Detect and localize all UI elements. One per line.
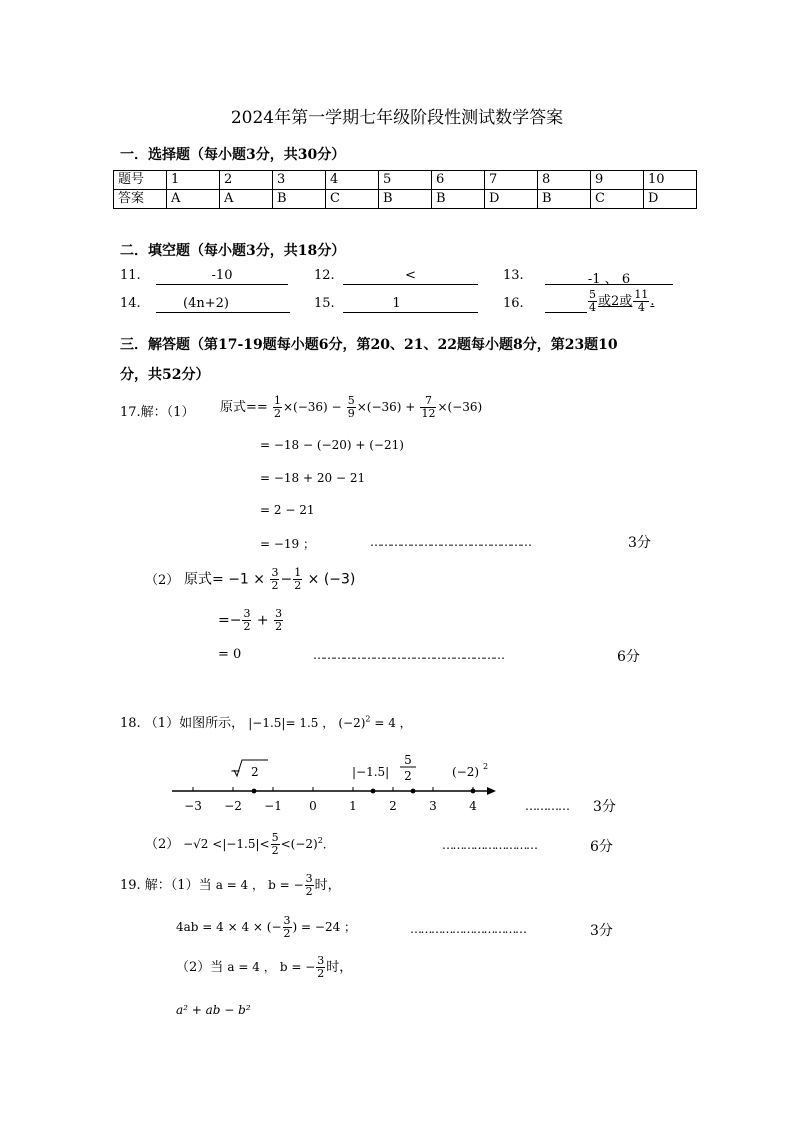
table-cell: 9 — [591, 171, 644, 190]
q12-underline — [343, 284, 478, 285]
table-cell: B — [538, 190, 591, 209]
fraction: $\frac{3}{2}$ — [305, 872, 313, 898]
q16-underline-lead — [545, 312, 587, 313]
q16-number: 16. — [503, 296, 524, 311]
q18-dots-1: ………… — [525, 799, 569, 813]
q17-p2-line3: = 0 — [218, 647, 242, 662]
section-3-heading-line2: 分，共52分） — [120, 367, 210, 383]
table-cell-header: 答案 — [114, 190, 167, 209]
fraction: $\frac{3}{2}$ — [243, 607, 251, 633]
q19-p2-line1: （2）当 a = 4 ， b = − $\frac{3}{2}$ 时， — [176, 954, 353, 980]
q15-underline — [343, 312, 478, 313]
table-cell: 1 — [167, 171, 220, 190]
q19-score-1: 3分 — [590, 923, 613, 939]
table-cell-header: 题号 — [114, 171, 167, 190]
table-cell: 3 — [273, 171, 326, 190]
q19-line2: 4ab = 4 × 4 × (− $\frac{3}{2}$ ) = −24 ； — [176, 914, 357, 940]
q17-line2: = −18 − (−20) + (−21) — [260, 438, 404, 452]
q14-underline — [156, 312, 290, 313]
page-title: 2024年第一学期七年级阶段性测试数学答案 — [230, 108, 564, 128]
label-frac-denominator: 2 — [404, 769, 412, 783]
label-exponent: 2 — [483, 762, 489, 771]
answer-table — [113, 170, 697, 209]
table-row-numbers — [114, 171, 697, 190]
table-cell: 5 — [379, 171, 432, 190]
fraction: $\frac{5}{2}$ — [271, 831, 279, 857]
fraction: $\frac{5}{4}$ — [589, 288, 596, 314]
number-line-tick-label: 1 — [349, 799, 357, 813]
point-neg-sqrt2 — [252, 789, 257, 794]
q11-number: 11. — [120, 268, 141, 283]
table-cell: A — [220, 190, 273, 209]
arrow-icon — [487, 787, 496, 795]
number-line-tick-label: 2 — [389, 799, 397, 813]
fraction: $\frac{3}{2}$ — [271, 566, 279, 592]
q14-number: 14. — [120, 296, 141, 311]
q17-line4: = 2 − 21 — [260, 503, 315, 517]
q17-line5: = −19 ； — [260, 537, 316, 551]
q17-p2-line2: =− $\frac{3}{2}$ + $\frac{3}{2}$ — [218, 607, 283, 633]
table-cell: 6 — [432, 171, 485, 190]
fraction: $\frac{3}{2}$ — [283, 914, 291, 940]
q17-score-1: 3分 — [628, 535, 651, 551]
table-cell: B — [432, 190, 485, 209]
fraction: $\frac{1}{2}$ — [294, 566, 302, 592]
number-line-tick-label: −1 — [264, 799, 282, 813]
q13-underline — [545, 284, 673, 285]
q16-answer: $\frac{5}{4}$ 或2或 $\frac{11}{4}$ . — [589, 288, 655, 314]
q13-number: 13. — [503, 268, 524, 283]
fraction: $\frac{11}{4}$ — [634, 288, 649, 314]
label-sqrt2-radicand: 2 — [251, 765, 259, 779]
q19-line1: 19. 解：（1）当 a = 4 ， b = − $\frac{3}{2}$ 时， — [120, 872, 341, 898]
number-line-tick-label: −2 — [224, 799, 242, 813]
q18-score-1: 3分 — [593, 799, 616, 815]
q12-number: 12. — [314, 268, 335, 283]
q17-dots-2: ………………………………………………… — [313, 648, 503, 662]
number-line-tick-labels — [184, 799, 477, 813]
table-cell: 7 — [485, 171, 538, 190]
q17-dots-1: ………………………………………… — [370, 535, 530, 549]
fraction: $\frac{7}{12}$ — [421, 394, 436, 420]
section-1-heading: 一．选择题（每小题3分，共30分） — [120, 147, 346, 163]
q17-p2-label: （2） — [145, 573, 180, 588]
q17-line1: 原式== $\frac{1}{2}$ ×(−36) − $\frac{5}{9}$ ×(−36) + $\frac{7}{12}$ ×(−36) — [220, 394, 483, 420]
q19-p2-expression: a² + ab − b² — [176, 1003, 251, 1017]
q13-answer: -1 、 6 — [587, 272, 631, 287]
label-abs-neg-1-5: |−1.5| — [352, 765, 390, 779]
q19-dots-1: …………………………… — [410, 922, 526, 936]
label-neg-sqrt2-sign: − — [230, 764, 241, 779]
q18-score-2: 6分 — [590, 839, 613, 855]
table-cell: 4 — [326, 171, 379, 190]
q17-p2-line1: 原式= −1 × $\frac{3}{2}$ − $\frac{1}{2}$ × (−3) — [184, 566, 356, 592]
q12-answer: < — [405, 268, 416, 283]
table-cell: C — [591, 190, 644, 209]
number-line-tick-label: 0 — [309, 799, 317, 813]
q18-p2: （2） −√2 <|−1.5|< $\frac{5}{2}$ $<(-2)^2$． — [145, 831, 335, 857]
table-cell: 2 — [220, 171, 273, 190]
fraction: $\frac{1}{2}$ — [273, 394, 281, 420]
number-line-tick-label: 4 — [469, 799, 477, 813]
q11-underline — [156, 284, 288, 285]
table-row-answers — [114, 190, 697, 209]
q11-answer: -10 — [211, 268, 233, 283]
q15-answer: 1 — [392, 296, 401, 311]
point-4 — [471, 789, 476, 794]
fraction: $\frac{3}{2}$ — [275, 607, 283, 633]
number-line-tick-label: 3 — [429, 799, 437, 813]
label-frac-numerator: 5 — [404, 753, 412, 767]
table-cell: 8 — [538, 171, 591, 190]
q18-dots-2: ……………………… — [442, 838, 537, 852]
section-3-heading-line1: 三．解答题（第17-19题每小题6分，第20、21、22题每小题8分，第23题10 — [120, 337, 618, 353]
section-2-heading: 二．填空题（每小题3分，共18分） — [120, 243, 346, 259]
table-cell: D — [644, 190, 697, 209]
q17-label: 17.解：（1） — [120, 405, 195, 420]
label-neg2-squared: (−2) — [452, 765, 480, 779]
q18-line1: 18. （1）如图所示， |−1.5|= 1.5 ， $(-2)^2 = 4$ ， — [120, 714, 412, 731]
table-cell: C — [326, 190, 379, 209]
fraction: $\frac{3}{2}$ — [317, 954, 325, 980]
q17-score-2: 6分 — [617, 649, 640, 665]
q15-number: 15. — [314, 296, 335, 311]
table-cell: A — [167, 190, 220, 209]
q14-answer: (4n+2) — [183, 296, 229, 311]
fraction: $\frac{5}{9}$ — [347, 394, 355, 420]
table-cell: B — [273, 190, 326, 209]
number-line — [160, 746, 520, 818]
table-cell: B — [379, 190, 432, 209]
point-2-5 — [411, 789, 416, 794]
point-1-5 — [371, 789, 376, 794]
number-line-tick-label: −3 — [184, 799, 202, 813]
q17-line3: = −18 + 20 − 21 — [260, 471, 366, 485]
table-cell: 10 — [644, 171, 697, 190]
table-cell: D — [485, 190, 538, 209]
